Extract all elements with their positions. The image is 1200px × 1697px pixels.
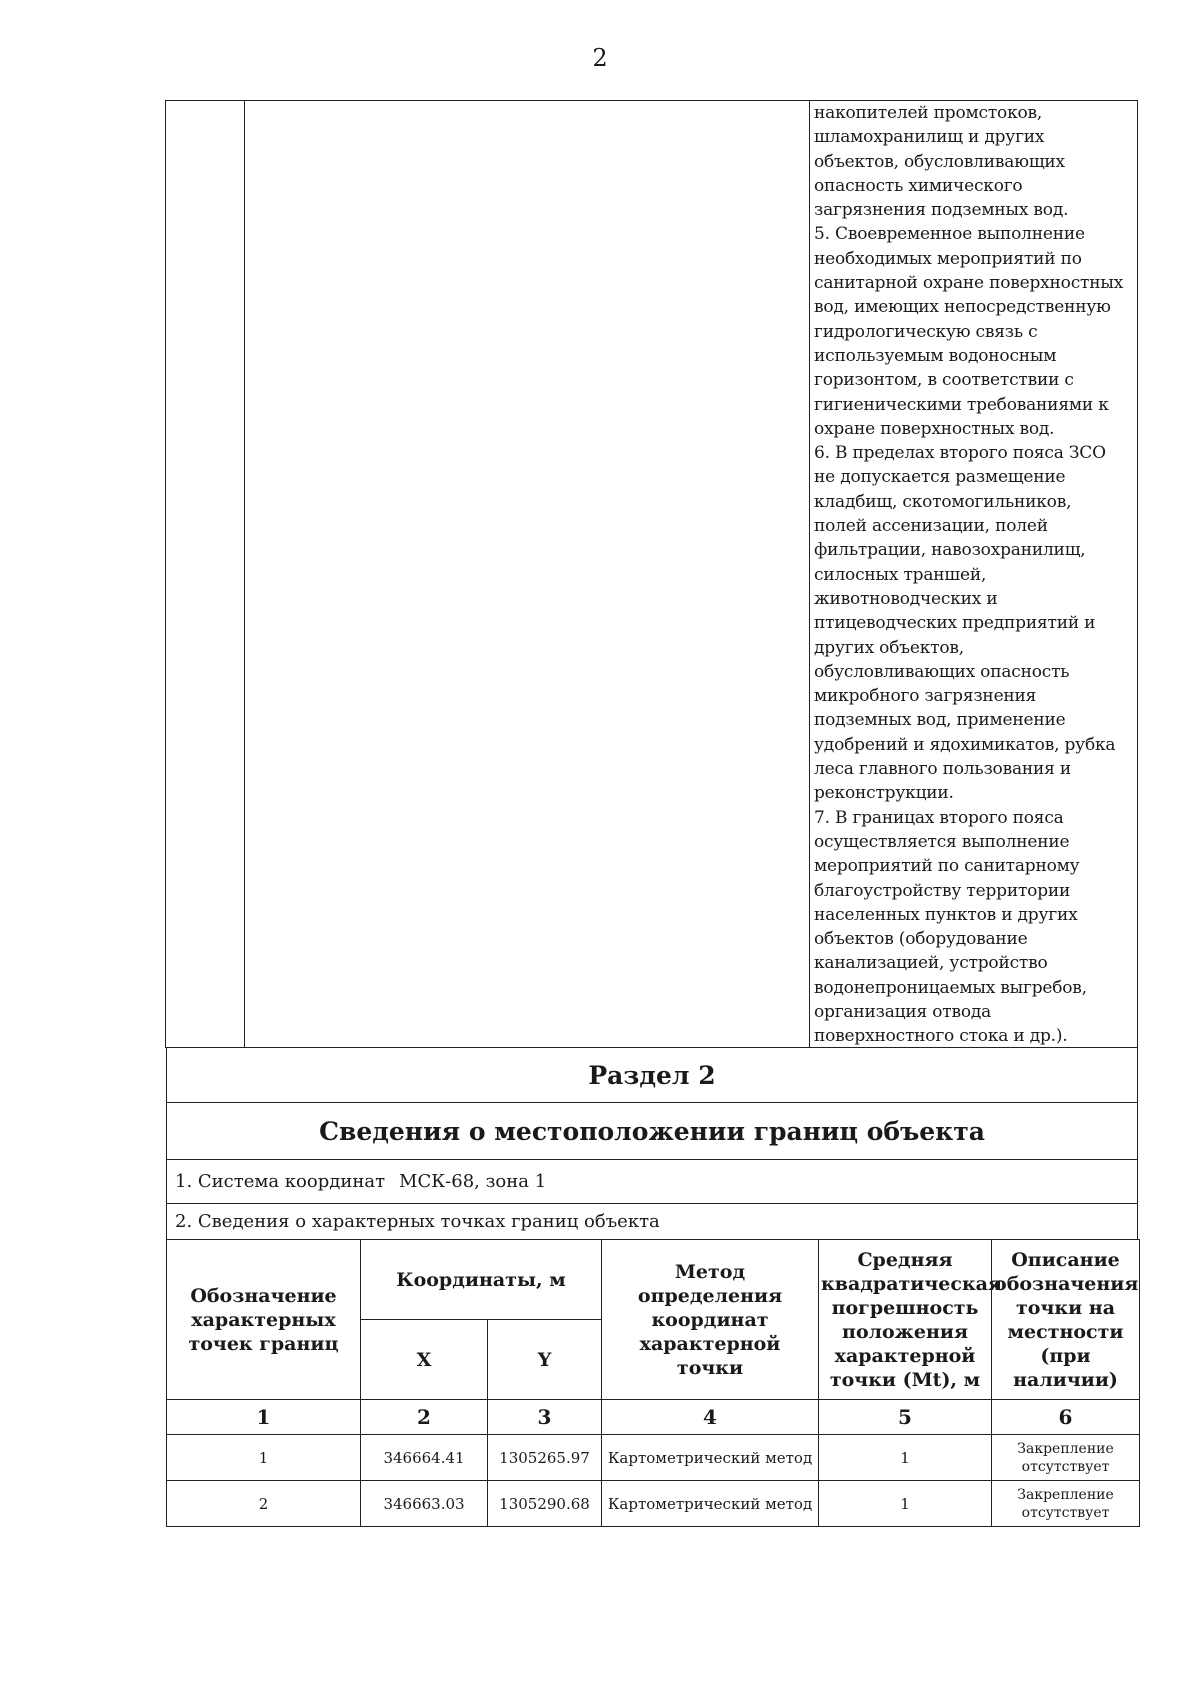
header-x: X — [361, 1320, 488, 1400]
coordinate-system-label: 1. Система координат — [175, 1171, 386, 1192]
coordinate-system-value: МСК-68, зона 1 — [399, 1171, 547, 1192]
point-error: 1 — [819, 1481, 992, 1527]
column-number: 1 — [167, 1400, 361, 1435]
page-number: 2 — [592, 44, 608, 72]
table-row — [167, 1435, 1140, 1481]
point-y: 1305265.97 — [488, 1435, 602, 1481]
point-method: Картометрический метод — [602, 1481, 819, 1527]
section-subtitle: Сведения о местоположении границ объекта — [166, 1103, 1138, 1160]
column-number: 3 — [488, 1400, 602, 1435]
column-number: 2 — [361, 1400, 488, 1435]
point-description: Закрепление отсутствует — [992, 1481, 1140, 1527]
continuation-table — [165, 100, 1138, 1048]
requirements-text: накопителей промстоков, шламохранилищ и других объектов, обусловливающих опасность химического загрязнения подземных вод. 5. Своевременное выполнение необходимых мероприятий по санитарной охране поверхностных вод, имеющих непосредственную гидрологическую связь с используемым водоносным горизонтом, в соответствии с гигиеническими требованиями к охране поверхностных вод. 6. В пределах второго пояса ЗСО не допускается размещение кладбищ, скотомогильников, полей ассенизации, полей фильтрации, навозохранилищ, силосных траншей, животноводческих и птицеводческих предприятий и других объектов, обусловливающих опасность микробного загрязнения подземных вод, применение удобрений и ядохимикатов, рубка леса главного пользования и реконструкции. 7. В границах второго пояса осуществляется выполнение мероприятий по санитарному благоустройству территории населенных пунктов и других объектов (оборудование канализацией, устройство водонепроницаемых выгребов, организация отвода поверхностного стока и др.). — [814, 103, 1124, 1047]
column-divider-1 — [244, 101, 245, 1047]
column-number: 4 — [602, 1400, 819, 1435]
header-error: Средняя квадратическая погрешность положения характерной точки (Mt), м — [819, 1240, 992, 1400]
points-table — [166, 1239, 1140, 1527]
point-error: 1 — [819, 1435, 992, 1481]
section-title: Раздел 2 — [166, 1048, 1138, 1103]
header-y: Y — [488, 1320, 602, 1400]
column-divider-2 — [809, 101, 810, 1047]
point-description: Закрепление отсутствует — [992, 1435, 1140, 1481]
points-info-row: 2. Сведения о характерных точках границ объекта — [166, 1204, 1138, 1240]
header-description: Описание обозначения точки на местности (при наличии) — [992, 1240, 1140, 1400]
header-method: Метод определения координат характерной точки — [602, 1240, 819, 1400]
point-x: 346663.03 — [361, 1481, 488, 1527]
column-number: 6 — [992, 1400, 1140, 1435]
point-id: 2 — [167, 1481, 361, 1527]
point-x: 346664.41 — [361, 1435, 488, 1481]
table-row — [167, 1481, 1140, 1527]
point-y: 1305290.68 — [488, 1481, 602, 1527]
header-designation: Обозначение характерных точек границ — [167, 1240, 361, 1400]
column-number: 5 — [819, 1400, 992, 1435]
header-coordinates: Координаты, м — [361, 1240, 602, 1320]
point-method: Картометрический метод — [602, 1435, 819, 1481]
coordinate-system-row — [166, 1160, 1138, 1204]
point-id: 1 — [167, 1435, 361, 1481]
